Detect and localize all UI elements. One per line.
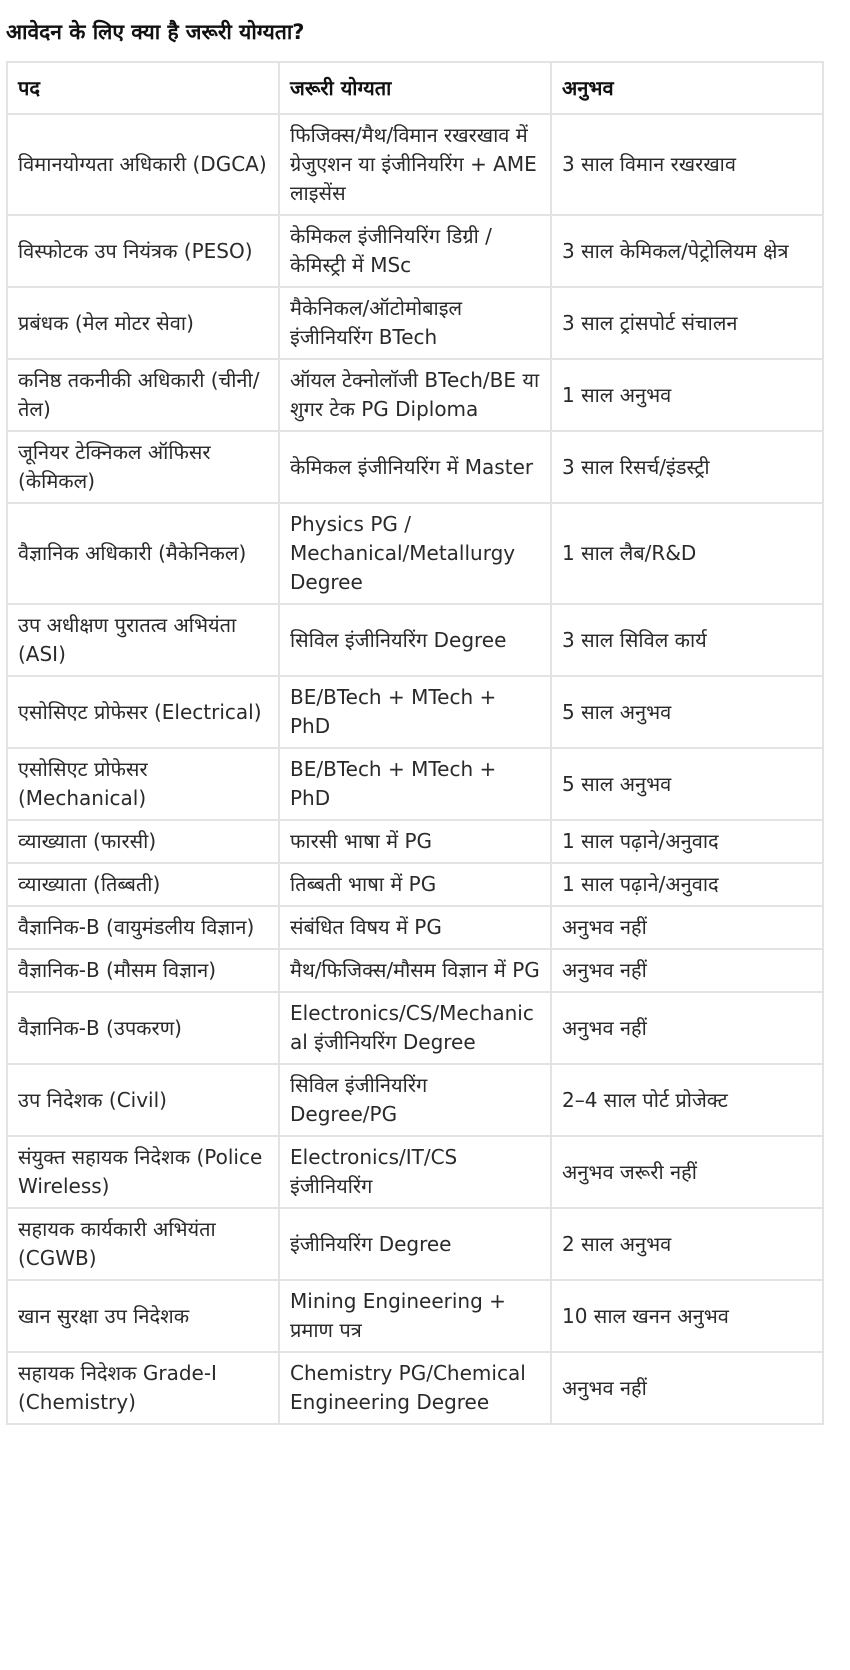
table-row xyxy=(7,1064,823,1136)
table-row xyxy=(7,748,823,820)
cell-experience: 3 साल ट्रांसपोर्ट संचालन xyxy=(551,287,823,359)
cell-post: सहायक कार्यकारी अभियंता (CGWB) xyxy=(7,1208,279,1280)
cell-experience: अनुभव नहीं xyxy=(551,949,823,992)
cell-qualification: Mining Engineering + प्रमाण पत्र xyxy=(279,1280,551,1352)
cell-experience: 1 साल पढ़ाने/अनुवाद xyxy=(551,820,823,863)
table-row xyxy=(7,215,823,287)
cell-experience: अनुभव नहीं xyxy=(551,906,823,949)
table-row xyxy=(7,1280,823,1352)
cell-post: प्रबंधक (मेल मोटर सेवा) xyxy=(7,287,279,359)
cell-qualification: केमिकल इंजीनियरिंग में Master xyxy=(279,431,551,503)
cell-post: उप निदेशक (Civil) xyxy=(7,1064,279,1136)
cell-qualification: BE/BTech + MTech + PhD xyxy=(279,748,551,820)
column-header-post: पद xyxy=(7,62,279,114)
table-row xyxy=(7,949,823,992)
table-header xyxy=(7,62,823,114)
cell-experience: 5 साल अनुभव xyxy=(551,748,823,820)
cell-post: वैज्ञानिक अधिकारी (मैकेनिकल) xyxy=(7,503,279,604)
cell-qualification: मैकेनिकल/ऑटोमोबाइल इंजीनियरिंग BTech xyxy=(279,287,551,359)
cell-qualification: सिविल इंजीनियरिंग Degree xyxy=(279,604,551,676)
cell-post: व्याख्याता (तिब्बती) xyxy=(7,863,279,906)
cell-experience: 10 साल खनन अनुभव xyxy=(551,1280,823,1352)
table-row xyxy=(7,604,823,676)
cell-qualification: तिब्बती भाषा में PG xyxy=(279,863,551,906)
cell-experience: 1 साल लैब/R&D xyxy=(551,503,823,604)
cell-qualification: इंजीनियरिंग Degree xyxy=(279,1208,551,1280)
cell-qualification: Physics PG / Mechanical/Metallurgy Degree xyxy=(279,503,551,604)
cell-experience: 3 साल विमान रखरखाव xyxy=(551,114,823,215)
cell-experience: 2 साल अनुभव xyxy=(551,1208,823,1280)
cell-post: विस्फोटक उप नियंत्रक (PESO) xyxy=(7,215,279,287)
cell-experience: 2–4 साल पोर्ट प्रोजेक्ट xyxy=(551,1064,823,1136)
cell-qualification: सिविल इंजीनियरिंग Degree/PG xyxy=(279,1064,551,1136)
column-header-experience: अनुभव xyxy=(551,62,823,114)
cell-post: वैज्ञानिक-B (उपकरण) xyxy=(7,992,279,1064)
table-row xyxy=(7,1136,823,1208)
cell-post: उप अधीक्षण पुरातत्व अभियंता (ASI) xyxy=(7,604,279,676)
cell-experience: 1 साल अनुभव xyxy=(551,359,823,431)
table-row xyxy=(7,676,823,748)
table-row xyxy=(7,820,823,863)
cell-qualification: फिजिक्स/मैथ/विमान रखरखाव में ग्रेजुएशन या इंजीनियरिंग + AME लाइसेंस xyxy=(279,114,551,215)
table-row xyxy=(7,906,823,949)
cell-experience: अनुभव नहीं xyxy=(551,992,823,1064)
cell-experience: 1 साल पढ़ाने/अनुवाद xyxy=(551,863,823,906)
table-row xyxy=(7,1208,823,1280)
cell-post: वैज्ञानिक-B (वायुमंडलीय विज्ञान) xyxy=(7,906,279,949)
table-row xyxy=(7,863,823,906)
cell-experience: 3 साल सिविल कार्य xyxy=(551,604,823,676)
table-row xyxy=(7,114,823,215)
page-title: आवेदन के लिए क्या है जरूरी योग्यता? xyxy=(6,20,305,44)
table-row xyxy=(7,503,823,604)
cell-post: व्याख्याता (फारसी) xyxy=(7,820,279,863)
table-row xyxy=(7,1352,823,1424)
cell-qualification: संबंधित विषय में PG xyxy=(279,906,551,949)
cell-experience: 5 साल अनुभव xyxy=(551,676,823,748)
cell-experience: अनुभव जरूरी नहीं xyxy=(551,1136,823,1208)
cell-post: वैज्ञानिक-B (मौसम विज्ञान) xyxy=(7,949,279,992)
table-row xyxy=(7,431,823,503)
cell-qualification: BE/BTech + MTech + PhD xyxy=(279,676,551,748)
qualifications-table xyxy=(6,61,824,1425)
table-row xyxy=(7,287,823,359)
cell-qualification: मैथ/फिजिक्स/मौसम विज्ञान में PG xyxy=(279,949,551,992)
cell-post: खान सुरक्षा उप निदेशक xyxy=(7,1280,279,1352)
cell-post: एसोसिएट प्रोफेसर (Electrical) xyxy=(7,676,279,748)
cell-qualification: Electronics/CS/Mechanical इंजीनियरिंग Degree xyxy=(279,992,551,1064)
table-body xyxy=(7,114,823,1424)
table-row xyxy=(7,359,823,431)
cell-experience: 3 साल केमिकल/पेट्रोलियम क्षेत्र xyxy=(551,215,823,287)
cell-post: कनिष्ठ तकनीकी अधिकारी (चीनी/तेल) xyxy=(7,359,279,431)
cell-qualification: Electronics/IT/CS इंजीनियरिंग xyxy=(279,1136,551,1208)
cell-post: एसोसिएट प्रोफेसर (Mechanical) xyxy=(7,748,279,820)
table-header-row xyxy=(7,62,823,114)
cell-post: सहायक निदेशक Grade-I (Chemistry) xyxy=(7,1352,279,1424)
table-row xyxy=(7,992,823,1064)
cell-post: विमानयोग्यता अधिकारी (DGCA) xyxy=(7,114,279,215)
cell-experience: अनुभव नहीं xyxy=(551,1352,823,1424)
cell-experience: 3 साल रिसर्च/इंडस्ट्री xyxy=(551,431,823,503)
cell-qualification: केमिकल इंजीनियरिंग डिग्री / केमिस्ट्री में MSc xyxy=(279,215,551,287)
cell-qualification: फारसी भाषा में PG xyxy=(279,820,551,863)
cell-post: संयुक्त सहायक निदेशक (Police Wireless) xyxy=(7,1136,279,1208)
cell-post: जूनियर टेक्निकल ऑफिसर (केमिकल) xyxy=(7,431,279,503)
cell-qualification: Chemistry PG/Chemical Engineering Degree xyxy=(279,1352,551,1424)
cell-qualification: ऑयल टेक्नोलॉजी BTech/BE या शुगर टेक PG Diploma xyxy=(279,359,551,431)
column-header-qualification: जरूरी योग्यता xyxy=(279,62,551,114)
